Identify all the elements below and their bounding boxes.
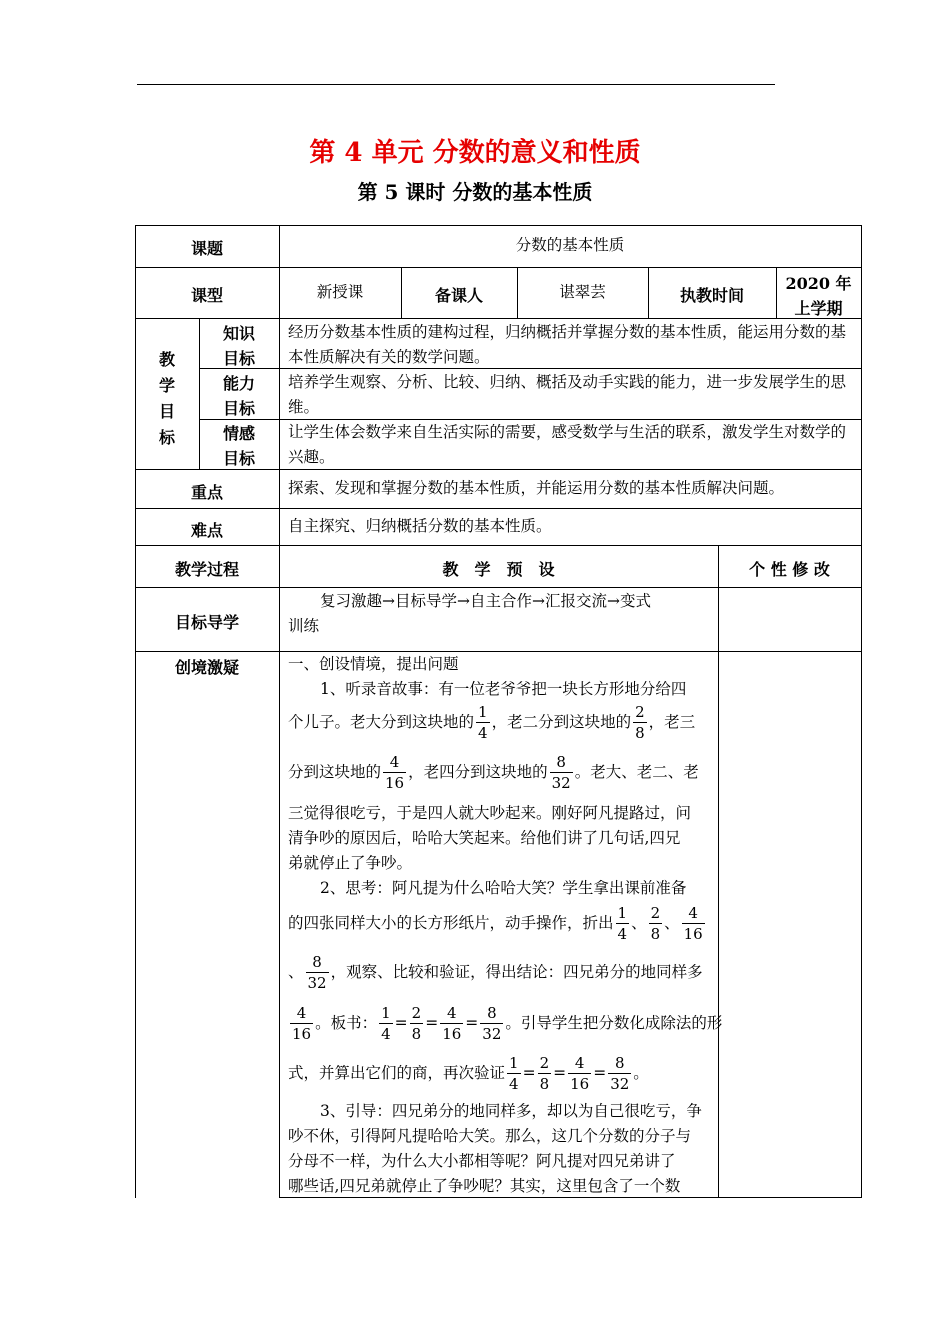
type-value: 新授课 [316,283,364,301]
goal-ability-text: 培养学生观察、分析、比较、归纳、概括及动手实践的能力，进一步发展学生的思维。 [288,373,847,416]
goals-label: 教 学 目 标 [158,350,175,447]
type-label: 课型 [190,286,223,305]
topic-value: 分数的基本性质 [515,236,625,254]
modify-label: 个 性 修 改 [749,560,830,579]
difficult-label: 难点 [190,521,223,540]
preparer-value: 谌翠芸 [559,283,606,301]
scene-label: 创境激疑 [174,658,239,677]
fraction-4-16: $\frac{4}{16}$ [385,753,405,792]
goal-knowledge-label: 知识 目标 [222,324,255,368]
fraction-2-8: $\frac{2}{8}$ [635,703,645,742]
key-label: 重点 [190,483,223,502]
unit-title: 第 4 单元 分数的意义和性质 [309,138,641,168]
goal-knowledge-text: 经历分数基本性质的建构过程，归纳概括并掌握分数的基本性质，能运用分数的基本性质解决有关的数学问题。 [288,323,847,366]
topic-label: 课题 [190,239,223,258]
key-text: 探索、发现和掌握分数的基本性质，并能运用分数的基本性质解决问题。 [288,479,785,497]
teach-time-year: 2020 年 [785,274,852,293]
teach-time-term: 上学期 [794,299,843,318]
guide-text: 复习激趣→目标导学→自主合作→汇报交流→变式 训练 [288,592,651,635]
preset-label: 教 学 预 设 [442,560,555,579]
header-rule [137,84,775,85]
fraction-8-32: $\frac{8}{32}$ [551,753,571,792]
guide-label: 目标导学 [174,613,239,632]
fraction-1-4: $\frac{1}{4}$ [478,703,488,742]
goal-emotion-text: 让学生体会数学来自生活实际的需要，感受数学与生活的联系，激发学生对数学的兴趣。 [288,423,847,466]
scene-content: 一、创设情境，提出问题 [288,655,459,673]
goal-emotion-label: 情感 目标 [222,424,255,468]
process-label: 教学过程 [174,560,239,579]
lesson-title: 第 5 课时 分数的基本性质 [357,180,593,204]
goal-ability-label: 能力 目标 [222,374,255,418]
teach-time-label: 执教时间 [679,286,744,305]
preparer-label: 备课人 [434,286,483,305]
difficult-text: 自主探究、归纳概括分数的基本性质。 [288,517,552,535]
